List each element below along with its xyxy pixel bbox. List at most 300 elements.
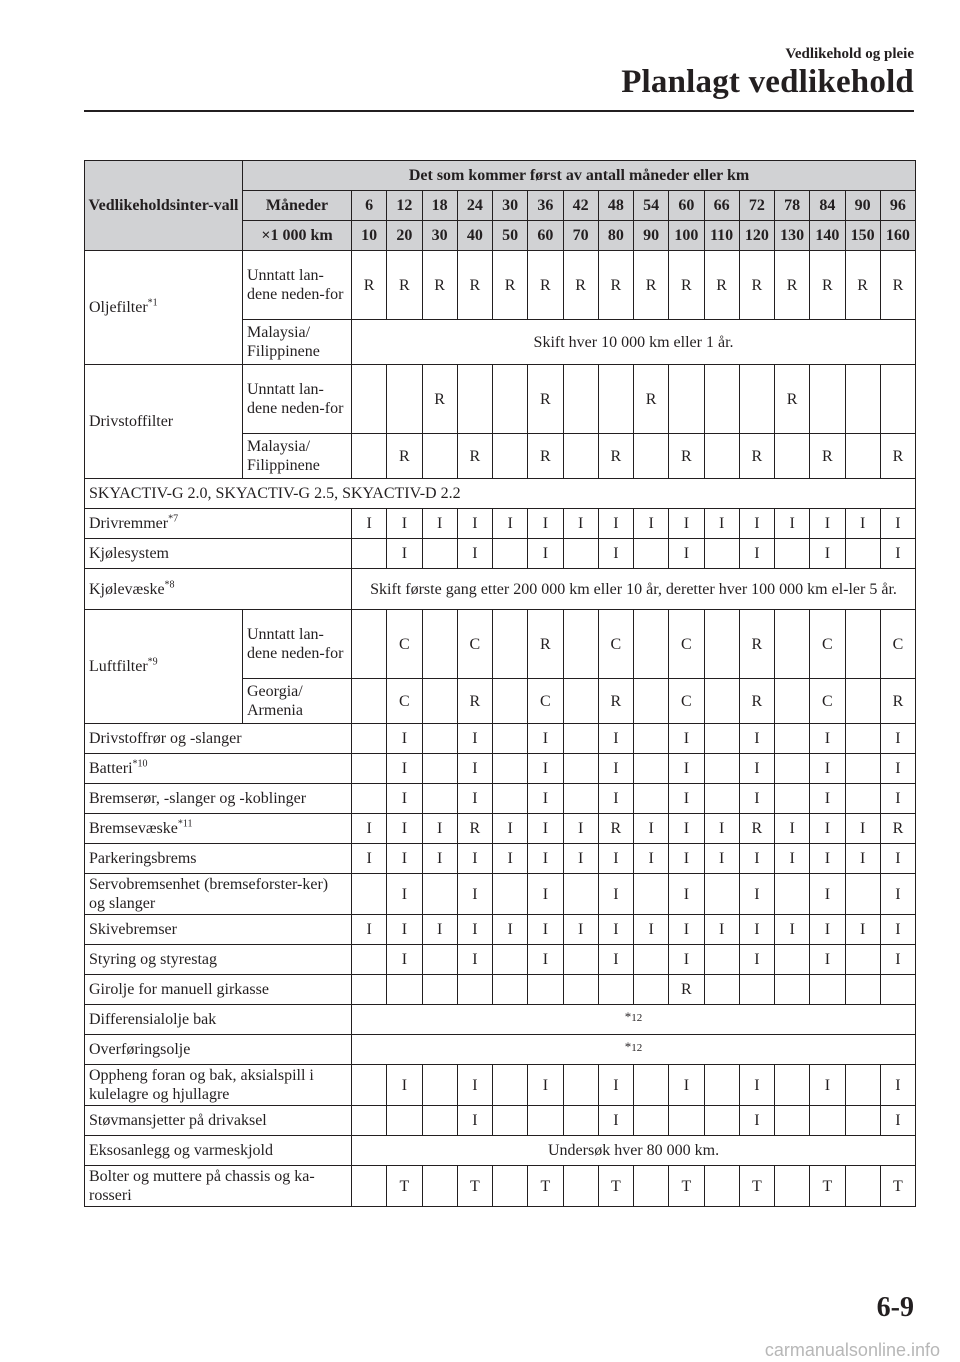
schedule-cell — [739, 365, 774, 434]
km-cell: 150 — [845, 221, 880, 251]
schedule-cell: I — [457, 539, 492, 569]
schedule-cell: I — [634, 814, 669, 844]
month-cell: 84 — [810, 191, 845, 221]
month-cell: 6 — [352, 191, 387, 221]
table-row — [85, 610, 916, 679]
schedule-cell: T — [457, 1166, 492, 1207]
schedule-cell: I — [739, 844, 774, 874]
schedule-cell — [775, 610, 810, 679]
schedule-cell: I — [845, 915, 880, 945]
schedule-cell: R — [669, 434, 704, 479]
maintenance-schedule-table — [84, 160, 916, 1207]
schedule-cell — [422, 1065, 457, 1106]
schedule-cell: I — [457, 874, 492, 915]
schedule-cell: I — [528, 509, 563, 539]
row-sublabel: Malaysia/ Filippinene — [243, 434, 352, 479]
schedule-cell: I — [422, 915, 457, 945]
schedule-cell: I — [598, 844, 633, 874]
schedule-cell: R — [739, 679, 774, 724]
schedule-cell: I — [880, 945, 915, 975]
row-label: Eksosanlegg og varmeskjold — [85, 1136, 352, 1166]
schedule-cell — [634, 784, 669, 814]
schedule-cell: I — [528, 784, 563, 814]
schedule-cell — [563, 434, 598, 479]
schedule-cell: I — [669, 844, 704, 874]
km-cell: 140 — [810, 221, 845, 251]
schedule-cell — [563, 975, 598, 1005]
row-label: Drivremmer$^{*7}$ — [85, 509, 352, 539]
schedule-cell: R — [669, 251, 704, 320]
interval-corner-header: Vedlikeholdsinter-vall — [85, 161, 243, 251]
row-label: Servobremsenhet (bremseforster-ker) og slanger — [85, 874, 352, 915]
schedule-cell — [352, 975, 387, 1005]
schedule-cell: I — [457, 784, 492, 814]
schedule-cell — [669, 1106, 704, 1136]
schedule-cell: R — [457, 251, 492, 320]
km-cell: 40 — [457, 221, 492, 251]
schedule-cell — [598, 975, 633, 1005]
schedule-cell: I — [598, 754, 633, 784]
schedule-cell: I — [739, 754, 774, 784]
schedule-cell: R — [775, 251, 810, 320]
km-cell: 60 — [528, 221, 563, 251]
schedule-cell: I — [352, 509, 387, 539]
schedule-cell: I — [493, 814, 528, 844]
schedule-cell — [634, 434, 669, 479]
schedule-cell — [810, 365, 845, 434]
schedule-cell — [634, 1065, 669, 1106]
schedule-cell — [775, 1106, 810, 1136]
schedule-cell: R — [528, 251, 563, 320]
header-divider — [84, 110, 914, 112]
schedule-cell — [352, 539, 387, 569]
schedule-cell: I — [810, 724, 845, 754]
schedule-cell — [598, 365, 633, 434]
schedule-cell: I — [457, 1106, 492, 1136]
schedule-cell — [352, 874, 387, 915]
km-cell: 50 — [493, 221, 528, 251]
schedule-cell — [352, 1106, 387, 1136]
section-header: Vedlikehold og pleie — [785, 46, 914, 62]
schedule-cell: I — [669, 539, 704, 569]
schedule-cell: I — [739, 539, 774, 569]
table-row — [85, 814, 916, 844]
schedule-cell: I — [457, 724, 492, 754]
schedule-cell: I — [528, 539, 563, 569]
table-row — [85, 569, 916, 610]
schedule-cell: I — [387, 509, 422, 539]
schedule-cell: I — [387, 724, 422, 754]
schedule-cell: R — [352, 251, 387, 320]
schedule-cell — [845, 784, 880, 814]
section-row — [85, 479, 916, 509]
schedule-cell — [493, 539, 528, 569]
schedule-cell — [634, 610, 669, 679]
schedule-cell: T — [880, 1166, 915, 1207]
schedule-cell: I — [598, 1065, 633, 1106]
month-cell: 12 — [387, 191, 422, 221]
schedule-cell: I — [880, 915, 915, 945]
schedule-cell — [704, 945, 739, 975]
schedule-cell: I — [739, 874, 774, 915]
schedule-cell — [775, 945, 810, 975]
row-label: Bremserør, -slanger og -koblinger — [85, 784, 352, 814]
schedule-cell: R — [880, 251, 915, 320]
schedule-cell: I — [528, 754, 563, 784]
schedule-cell: I — [669, 1065, 704, 1106]
schedule-cell: R — [845, 251, 880, 320]
row-label: Kjølesystem — [85, 539, 352, 569]
schedule-cell — [493, 754, 528, 784]
schedule-cell: I — [387, 915, 422, 945]
schedule-cell: I — [810, 754, 845, 784]
schedule-cell — [634, 754, 669, 784]
schedule-cell: R — [880, 434, 915, 479]
schedule-cell: I — [669, 814, 704, 844]
schedule-cell — [493, 874, 528, 915]
month-cell: 72 — [739, 191, 774, 221]
schedule-cell — [493, 724, 528, 754]
schedule-cell: I — [775, 814, 810, 844]
schedule-cell: I — [387, 1065, 422, 1106]
group-header: Det som kommer først av antall måneder eller km — [243, 161, 916, 191]
table-row — [85, 1065, 916, 1106]
row-sublabel: Unntatt lan-dene neden-for — [243, 365, 352, 434]
row-label: Skivebremser — [85, 915, 352, 945]
schedule-cell — [880, 975, 915, 1005]
schedule-cell: T — [528, 1166, 563, 1207]
schedule-cell: I — [880, 724, 915, 754]
schedule-cell — [493, 1065, 528, 1106]
schedule-cell — [845, 610, 880, 679]
schedule-cell — [457, 975, 492, 1005]
schedule-cell: I — [810, 814, 845, 844]
schedule-cell: I — [598, 915, 633, 945]
schedule-cell: I — [387, 784, 422, 814]
schedule-cell — [634, 1106, 669, 1136]
schedule-cell — [493, 1106, 528, 1136]
schedule-cell — [704, 610, 739, 679]
schedule-cell — [634, 679, 669, 724]
schedule-cell — [563, 1166, 598, 1207]
schedule-cell: I — [352, 814, 387, 844]
schedule-cell — [704, 1166, 739, 1207]
schedule-cell — [493, 1166, 528, 1207]
schedule-cell — [528, 1106, 563, 1136]
schedule-cell: R — [528, 434, 563, 479]
schedule-cell — [845, 1106, 880, 1136]
row-label: Kjølevæske$^{*8}$ — [85, 569, 352, 610]
schedule-cell — [845, 365, 880, 434]
schedule-cell — [775, 784, 810, 814]
schedule-cell: R — [810, 251, 845, 320]
schedule-cell — [352, 365, 387, 434]
schedule-cell: I — [493, 509, 528, 539]
schedule-cell — [493, 784, 528, 814]
schedule-text: Undersøk hver 80 000 km. — [352, 1136, 916, 1166]
schedule-cell: I — [457, 945, 492, 975]
schedule-cell: I — [810, 509, 845, 539]
schedule-cell: I — [704, 814, 739, 844]
schedule-cell — [352, 754, 387, 784]
km-cell: 70 — [563, 221, 598, 251]
schedule-cell — [634, 539, 669, 569]
schedule-cell — [704, 539, 739, 569]
schedule-cell: R — [880, 814, 915, 844]
schedule-cell — [704, 679, 739, 724]
schedule-cell: I — [880, 539, 915, 569]
schedule-cell — [669, 365, 704, 434]
schedule-cell: I — [387, 945, 422, 975]
schedule-cell — [775, 1166, 810, 1207]
table-row — [85, 509, 916, 539]
schedule-cell — [775, 754, 810, 784]
schedule-cell — [387, 975, 422, 1005]
row-label: Bremsevæske$^{*11}$ — [85, 814, 352, 844]
schedule-cell: I — [598, 539, 633, 569]
month-cell: 78 — [775, 191, 810, 221]
schedule-cell: I — [598, 874, 633, 915]
month-cell: 30 — [493, 191, 528, 221]
schedule-cell: I — [669, 754, 704, 784]
schedule-cell: I — [422, 509, 457, 539]
schedule-cell: I — [775, 509, 810, 539]
schedule-cell: R — [598, 679, 633, 724]
schedule-cell: C — [387, 679, 422, 724]
schedule-cell: I — [352, 844, 387, 874]
schedule-cell — [704, 434, 739, 479]
schedule-cell: I — [669, 945, 704, 975]
schedule-cell: R — [528, 365, 563, 434]
schedule-cell — [634, 975, 669, 1005]
schedule-cell: I — [810, 915, 845, 945]
schedule-cell — [563, 945, 598, 975]
page-title: Planlagt vedlikehold — [621, 64, 914, 100]
schedule-cell — [563, 679, 598, 724]
month-cell: 48 — [598, 191, 633, 221]
table-row — [85, 251, 916, 320]
schedule-cell — [563, 754, 598, 784]
schedule-cell — [775, 1065, 810, 1106]
schedule-cell — [775, 434, 810, 479]
schedule-cell: C — [387, 610, 422, 679]
table-row — [85, 1106, 916, 1136]
schedule-cell: I — [704, 509, 739, 539]
schedule-cell — [457, 365, 492, 434]
row-label: Oljefilter$^{*1}$ — [85, 251, 243, 365]
schedule-cell — [563, 1106, 598, 1136]
schedule-cell — [422, 1166, 457, 1207]
schedule-cell — [563, 874, 598, 915]
schedule-cell — [422, 784, 457, 814]
schedule-cell — [810, 1106, 845, 1136]
schedule-cell — [845, 754, 880, 784]
schedule-cell: I — [598, 784, 633, 814]
schedule-cell: R — [739, 434, 774, 479]
schedule-cell: I — [457, 754, 492, 784]
schedule-cell: I — [563, 509, 598, 539]
schedule-cell — [528, 975, 563, 1005]
schedule-cell: I — [634, 844, 669, 874]
schedule-cell: I — [634, 509, 669, 539]
footnote-ref: *12 — [352, 1005, 916, 1035]
km-cell: 120 — [739, 221, 774, 251]
schedule-cell: R — [457, 814, 492, 844]
row-label: Bolter og muttere på chassis og ka-rosseri — [85, 1166, 352, 1207]
schedule-cell: I — [457, 1065, 492, 1106]
schedule-cell: I — [880, 1106, 915, 1136]
engine-section-label: SKYACTIV-G 2.0, SKYACTIV-G 2.5, SKYACTIV-D 2.2 — [85, 479, 916, 509]
schedule-cell — [563, 1065, 598, 1106]
month-cell: 54 — [634, 191, 669, 221]
schedule-cell: R — [598, 251, 633, 320]
schedule-cell: I — [739, 1065, 774, 1106]
schedule-cell — [493, 975, 528, 1005]
schedule-cell: I — [880, 874, 915, 915]
schedule-cell — [422, 679, 457, 724]
schedule-cell: I — [457, 509, 492, 539]
schedule-cell: I — [810, 539, 845, 569]
schedule-cell: I — [598, 724, 633, 754]
schedule-cell: I — [880, 1065, 915, 1106]
schedule-cell — [352, 434, 387, 479]
schedule-cell — [563, 539, 598, 569]
schedule-cell — [387, 1106, 422, 1136]
schedule-cell — [352, 1065, 387, 1106]
schedule-cell — [634, 874, 669, 915]
schedule-cell — [422, 1106, 457, 1136]
schedule-text: Skift første gang etter 200 000 km eller 10 år, deretter hver 100 000 km el-ler 5 år. — [352, 569, 916, 610]
schedule-cell — [563, 365, 598, 434]
schedule-cell — [845, 1166, 880, 1207]
schedule-cell: I — [528, 874, 563, 915]
schedule-cell: T — [387, 1166, 422, 1207]
km-cell: 160 — [880, 221, 915, 251]
schedule-cell: I — [422, 814, 457, 844]
schedule-cell: I — [528, 814, 563, 844]
schedule-cell — [352, 945, 387, 975]
schedule-cell — [704, 784, 739, 814]
schedule-cell: I — [457, 915, 492, 945]
schedule-cell: I — [493, 844, 528, 874]
schedule-cell — [634, 724, 669, 754]
watermark: carmanualsonline.info — [764, 1340, 940, 1360]
schedule-cell: R — [634, 365, 669, 434]
row-label: Parkeringsbrems — [85, 844, 352, 874]
schedule-cell: I — [880, 784, 915, 814]
km-cell: 80 — [598, 221, 633, 251]
schedule-cell: I — [845, 509, 880, 539]
km-cell: 110 — [704, 221, 739, 251]
schedule-cell: R — [422, 251, 457, 320]
schedule-cell: I — [810, 945, 845, 975]
schedule-cell: I — [739, 724, 774, 754]
table-row — [85, 1005, 916, 1035]
schedule-cell — [845, 1065, 880, 1106]
month-cell: 66 — [704, 191, 739, 221]
km-cell: 10 — [352, 221, 387, 251]
schedule-cell: R — [422, 365, 457, 434]
schedule-cell — [493, 945, 528, 975]
schedule-cell — [704, 365, 739, 434]
schedule-cell — [634, 1166, 669, 1207]
schedule-cell: I — [669, 915, 704, 945]
schedule-cell: C — [669, 679, 704, 724]
schedule-cell: I — [387, 844, 422, 874]
schedule-cell — [563, 784, 598, 814]
schedule-cell: C — [810, 610, 845, 679]
schedule-cell — [422, 945, 457, 975]
schedule-cell — [493, 434, 528, 479]
row-label: Drivstoffrør og -slanger — [85, 724, 352, 754]
schedule-cell: I — [775, 915, 810, 945]
schedule-cell: I — [775, 844, 810, 874]
schedule-cell — [422, 434, 457, 479]
schedule-cell: I — [845, 844, 880, 874]
schedule-cell — [422, 754, 457, 784]
schedule-cell: I — [598, 509, 633, 539]
schedule-cell — [810, 975, 845, 1005]
schedule-cell: I — [739, 784, 774, 814]
month-cell: 42 — [563, 191, 598, 221]
table-row — [85, 844, 916, 874]
schedule-cell: I — [845, 814, 880, 844]
schedule-cell: I — [598, 1106, 633, 1136]
schedule-cell: I — [810, 874, 845, 915]
row-label: Girolje for manuell girkasse — [85, 975, 352, 1005]
schedule-cell: R — [634, 251, 669, 320]
schedule-cell: I — [880, 509, 915, 539]
schedule-cell — [704, 724, 739, 754]
table-row — [85, 945, 916, 975]
schedule-cell: I — [669, 509, 704, 539]
schedule-cell: I — [739, 945, 774, 975]
schedule-cell: I — [528, 915, 563, 945]
month-cell: 36 — [528, 191, 563, 221]
schedule-cell: C — [669, 610, 704, 679]
month-cell: 18 — [422, 191, 457, 221]
schedule-cell: I — [387, 539, 422, 569]
table-row — [85, 874, 916, 915]
month-cell: 90 — [845, 191, 880, 221]
schedule-cell: I — [563, 814, 598, 844]
schedule-cell — [845, 945, 880, 975]
schedule-cell — [493, 610, 528, 679]
schedule-cell — [704, 874, 739, 915]
table-row — [85, 1136, 916, 1166]
schedule-cell: R — [598, 434, 633, 479]
schedule-cell: R — [563, 251, 598, 320]
schedule-cell — [845, 539, 880, 569]
schedule-cell: I — [387, 874, 422, 915]
schedule-cell: I — [669, 784, 704, 814]
schedule-cell: R — [387, 434, 422, 479]
schedule-cell — [775, 679, 810, 724]
schedule-cell: I — [669, 724, 704, 754]
table-row — [85, 754, 916, 784]
schedule-cell: R — [739, 610, 774, 679]
schedule-cell: I — [810, 844, 845, 874]
schedule-cell: R — [739, 814, 774, 844]
row-label: Oppheng foran og bak, aksialspill i kulelagre og hjullagre — [85, 1065, 352, 1106]
schedule-cell: C — [528, 679, 563, 724]
schedule-text: Skift hver 10 000 km eller 1 år. — [352, 320, 916, 365]
schedule-cell: R — [704, 251, 739, 320]
footnote-ref: *12 — [352, 1035, 916, 1065]
km-cell: 130 — [775, 221, 810, 251]
schedule-cell — [422, 975, 457, 1005]
km-label: ×1 000 km — [243, 221, 352, 251]
